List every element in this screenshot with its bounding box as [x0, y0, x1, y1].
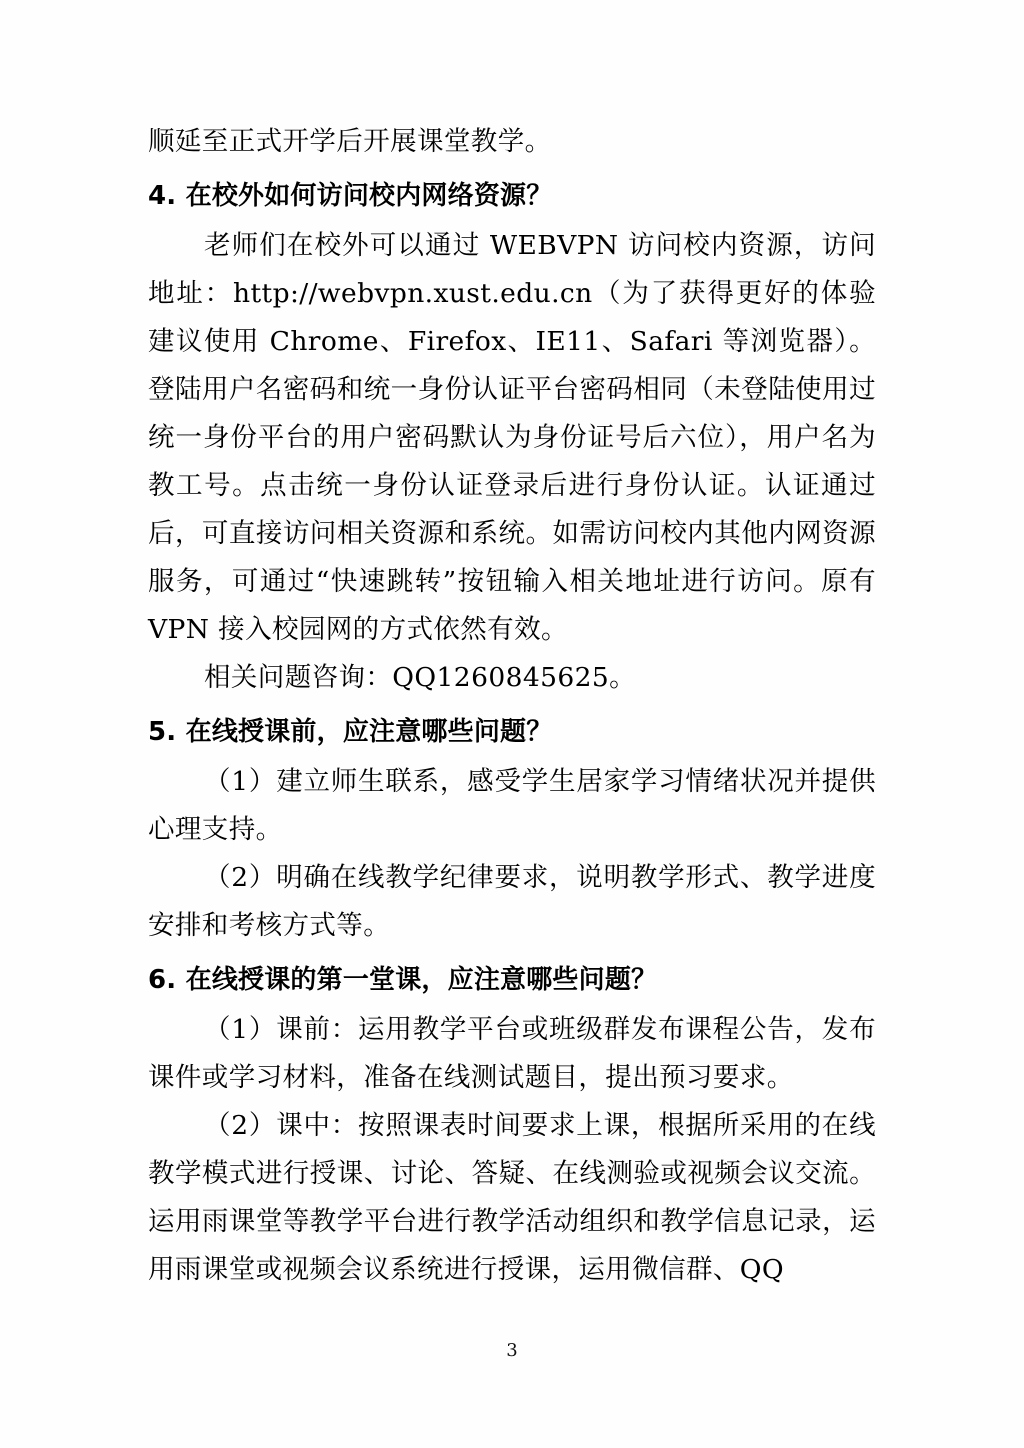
paragraph-6-item-2: （2）课中：按照课表时间要求上课，根据所采用的在线教学模式进行授课、讨论、答疑、在线测验或视频会议交流。运用雨课堂等教学平台进行教学活动组织和教学信息记录，运用雨课堂或视频会议系统进行授课，运用微信群、QQ	[148, 1110, 876, 1285]
page-number: 3	[506, 1340, 518, 1361]
paragraph-5-item-2: （2）明确在线教学纪律要求，说明教学形式、教学进度安排和考核方式等。	[148, 862, 876, 941]
document-body	[148, 118, 876, 1294]
paragraph-5-item-1: （1）建立师生联系，感受学生居家学习情绪状况并提供心理支持。	[148, 766, 876, 845]
paragraph-6-item-1: （1）课前：运用教学平台或班级群发布课程公告，发布课件或学习材料，准备在线测试题目，提出预习要求。	[148, 1014, 876, 1093]
section-heading-4: 4. 在校外如何访问校内网络资源？	[148, 181, 553, 211]
paragraph-webvpn-access: 老师们在校外可以通过 WEBVPN 访问校内资源，访问地址：http://webvpn.xust.edu.cn（为了获得更好的体验建议使用 Chrome、Firefox、IE11、Safari 等浏览器）。登陆用户名密码和统一身份认证平台密码相同（未登陆使用过统一身份平台的用户密码默认为身份证号后六位），用户名为教工号。点击统一身份认证登录后进行身份认证。认证通过后，可直接访问相关资源和系统。如需访问校内其他内网资源服务，可通过“快速跳转”按钮输入相关地址进行访问。原有 VPN 接入校园网的方式依然有效。	[148, 230, 876, 645]
section-heading-6: 6. 在线授课的第一堂课，应注意哪些问题？	[148, 965, 658, 995]
paragraph-qq-contact: 相关问题咨询：QQ1260845625。	[204, 662, 637, 693]
paragraph-continuation: 顺延至正式开学后开展课堂教学。	[148, 126, 552, 157]
section-heading-5: 5. 在线授课前，应注意哪些问题？	[148, 717, 553, 747]
